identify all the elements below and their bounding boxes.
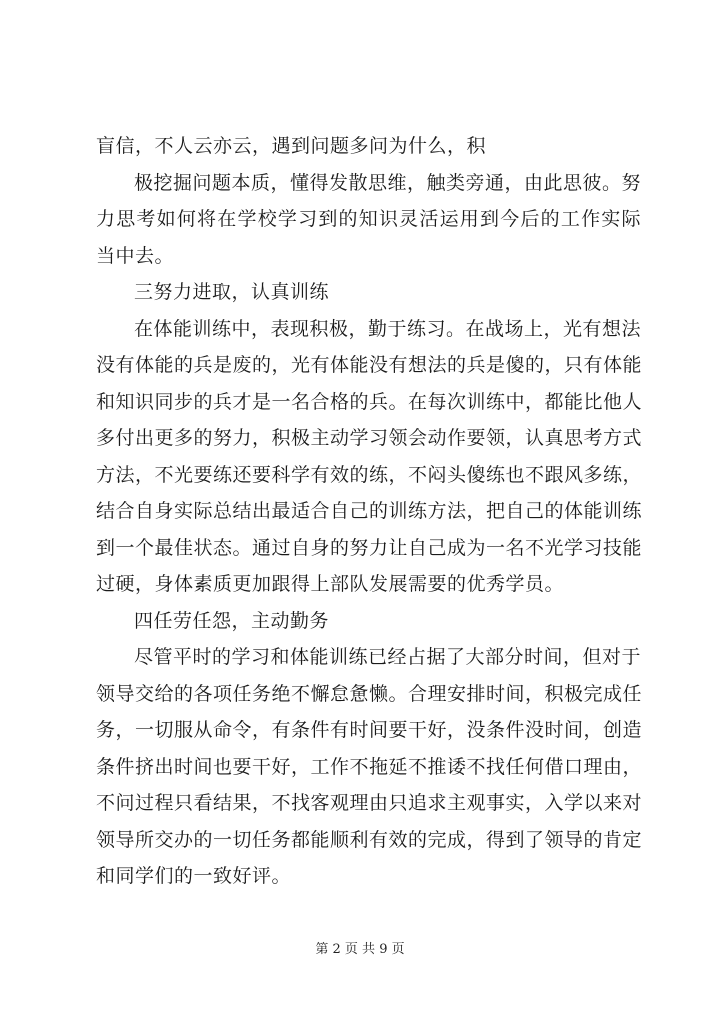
text-line: 务，一切服从命令，有条件有时间要干好，没条件没时间，创造 (96, 719, 643, 741)
text-line: 结合自身实际总结出最适合自己的训练方法，把自己的体能训练 (96, 500, 643, 522)
text-line: 没有体能的兵是废的，光有体能没有想法的兵是傻的，只有体能 (96, 354, 643, 376)
text-line: 多付出更多的努力，积极主动学习领会动作要领，认真思考方式 (96, 427, 643, 449)
text-line: 不问过程只看结果，不找客观理由只追求主观事实，入学以来对 (96, 792, 643, 814)
text-line: 尽管平时的学习和体能训练已经占据了大部分时间，但对于 (134, 646, 642, 668)
body-text (96, 128, 641, 895)
page-number-footer: 第 2 页 共 9 页 (315, 942, 405, 957)
text-line: 盲信，不人云亦云，遇到问题多问为什么，积 (96, 135, 487, 157)
section-heading: 四任劳任怨，主动勤务 (134, 609, 330, 632)
text-line: 当中去。 (96, 244, 175, 267)
text-line: 在体能训练中，表现积极，勤于练习。在战场上，光有想法 (134, 317, 642, 340)
text-line: 过硬，身体素质更加跟得上部队发展需要的优秀学员。 (96, 573, 565, 595)
text-line: 极挖掘问题本质，懂得发散思维，触类旁通，由此思彼。努 (134, 171, 642, 194)
text-line: 和同学们的一致好评。 (96, 865, 292, 887)
text-line: 方法，不光要练还要科学有效的练，不闷头傻练也不跟风多练， (96, 463, 643, 486)
text-line: 条件挤出时间也要干好，工作不拖延不推诿不找任何借口理由， (96, 755, 643, 778)
text-line: 力思考如何将在学校学习到的知识灵活运用到今后的工作实际 (96, 208, 641, 230)
text-line: 领导所交办的一切任务都能顺利有效的完成，得到了领导的肯定 (96, 828, 643, 851)
section-heading: 三努力进取，认真训练 (134, 281, 330, 303)
text-line: 到一个最佳状态。通过自身的努力让自己成为一名不光学习技能 (96, 536, 643, 559)
text-line: 领导交给的各项任务绝不懈怠惫懒。合理安排时间，积极完成任 (96, 682, 643, 705)
text-line: 和知识同步的兵才是一名合格的兵。在每次训练中，都能比他人 (96, 390, 643, 413)
